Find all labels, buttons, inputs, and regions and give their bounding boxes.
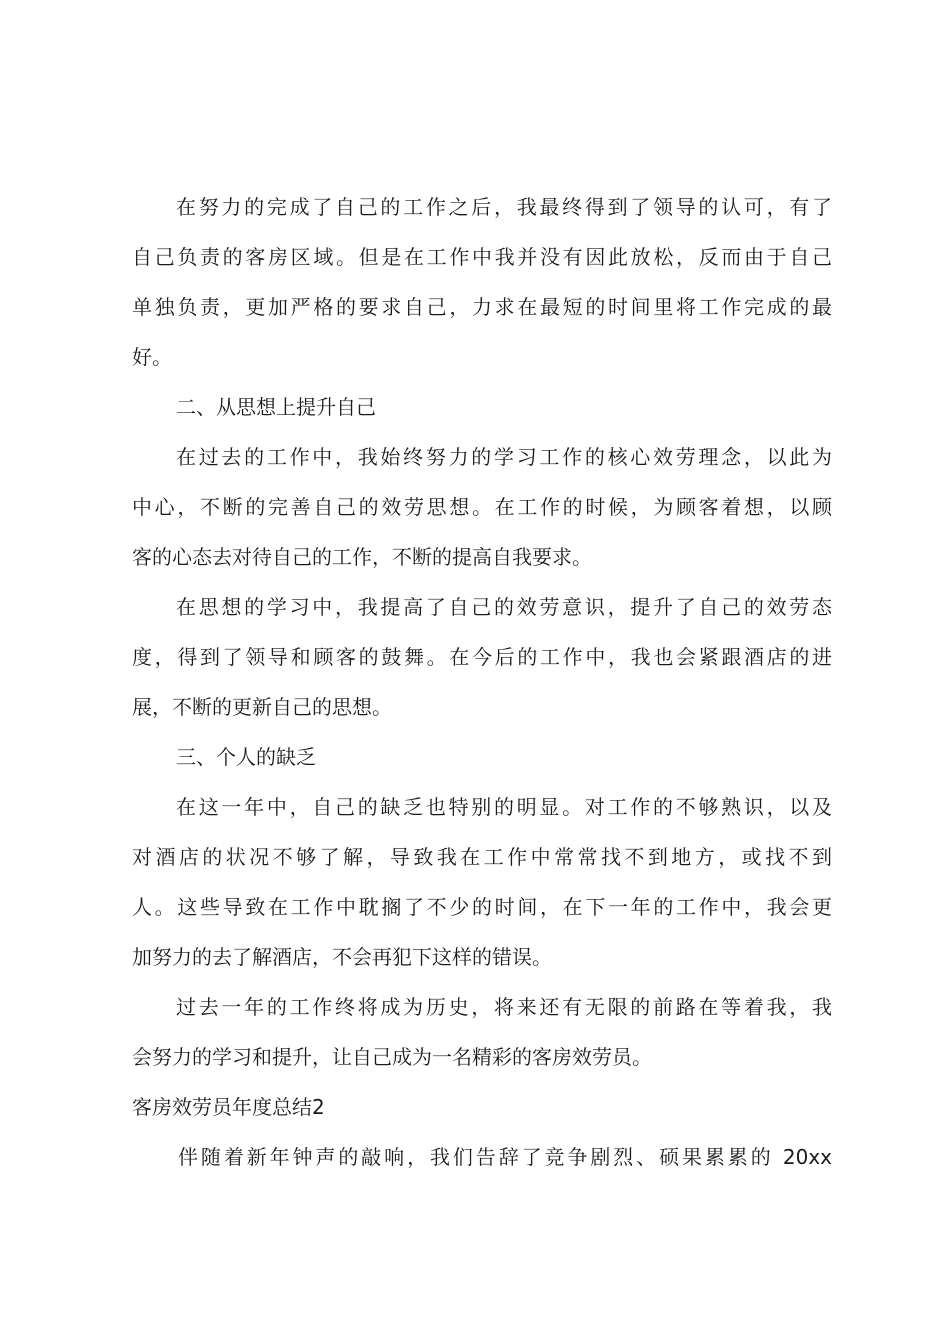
paragraph-line: 在这一年中，自己的缺乏也特别的明显。对工作的不够熟识，以及 [176, 795, 832, 819]
paragraph-line: 在过去的工作中，我始终努力的学习工作的核心效劳理念，以此为 [176, 445, 832, 469]
paragraph-line: 展，不断的更新自己的思想。 [132, 695, 392, 719]
paragraph-line: 中心，不断的完善自己的效劳思想。在工作的时候，为顾客着想，以顾 [132, 495, 832, 519]
paragraph-line: 客的心态去对待自己的工作，不断的提高自我要求。 [132, 545, 592, 569]
paragraph-line: 在努力的完成了自己的工作之后，我最终得到了领导的认可，有了 [176, 195, 832, 219]
paragraph-line: 人。这些导致在工作中耽搁了不少的时间，在下一年的工作中，我会更 [132, 895, 832, 919]
paragraph-line: 在思想的学习中，我提高了自己的效劳意识，提升了自己的效劳态 [176, 595, 832, 619]
section-heading: 二、从思想上提升自己 [176, 395, 376, 419]
paragraph-line: 好。 [132, 345, 172, 369]
paragraph-line: 自己负责的客房区域。但是在工作中我并没有因此放松，反而由于自己 [132, 245, 832, 269]
paragraph-line: 度，得到了领导和顾客的鼓舞。在今后的工作中，我也会紧跟酒店的进 [132, 645, 832, 669]
section-heading: 三、个人的缺乏 [176, 745, 316, 769]
paragraph-line: 过去一年的工作终将成为历史，将来还有无限的前路在等着我，我 [176, 995, 832, 1019]
paragraph-line: 加努力的去了解酒店，不会再犯下这样的错误。 [132, 945, 552, 969]
paragraph-line: 对酒店的状况不够了解，导致我在工作中常常找不到地方，或找不到 [132, 845, 832, 869]
document-title: 客房效劳员年度总结2 [132, 1095, 325, 1119]
paragraph-line: 伴随着新年钟声的敲响，我们告辞了竞争剧烈、硕果累累的 20xx [178, 1145, 832, 1169]
paragraph-line: 会努力的学习和提升，让自己成为一名精彩的客房效劳员。 [132, 1045, 652, 1069]
paragraph-line: 单独负责，更加严格的要求自己，力求在最短的时间里将工作完成的最 [132, 295, 832, 319]
